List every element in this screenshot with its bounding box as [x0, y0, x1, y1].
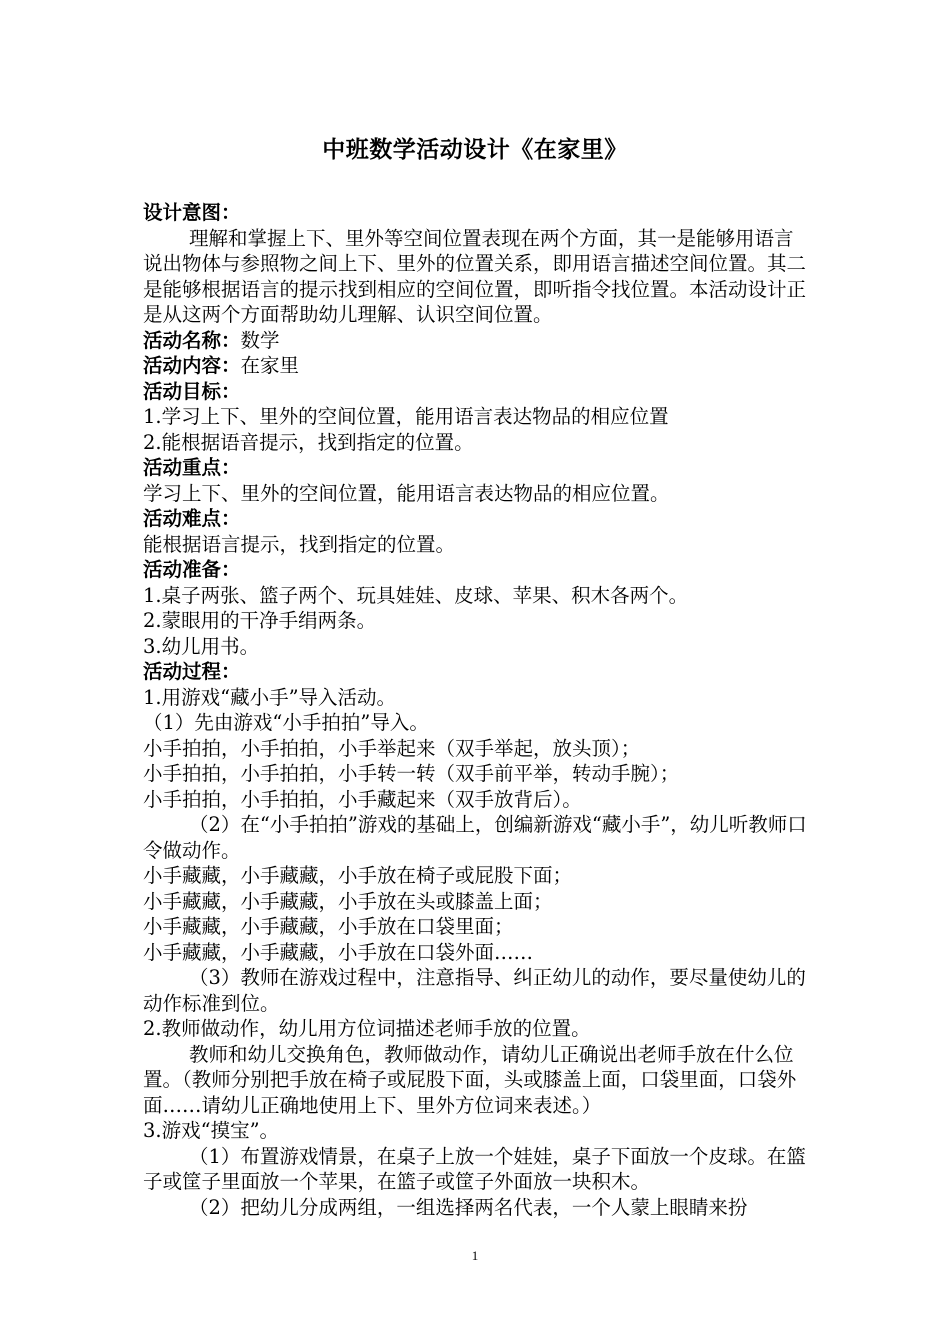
goal-item: 2.能根据语音提示，找到指定的位置。 [143, 430, 474, 454]
difficulty-heading: 活动难点： [143, 507, 241, 530]
chant-line: 小手藏藏，小手藏藏，小手放在椅子或屁股下面； [143, 864, 573, 887]
key-point-text: 学习上下、里外的空间位置，能用语言表达物品的相应位置。 [143, 481, 670, 505]
process-step-2-text: 教师和幼儿交换角色，教师做动作，请幼儿正确说出老师手放在什么位置。（教师分别把手放在椅子或屁股下面，头或膝盖上面，口袋里面，口袋外面……请幼儿正确地使用上下、里外方位词来表述。） [143, 1042, 797, 1117]
process-step-1-2: （2）在“小手拍拍”游戏的基础上，创编新游戏“藏小手”，幼儿听教师口令做动作。 [143, 813, 807, 862]
design-intent-heading: 设计意图： [143, 201, 241, 224]
process-step-3-2: （2）把幼儿分成两组，一组选择两名代表，一个人蒙上眼睛来扮 [189, 1195, 748, 1219]
design-intent-paragraph: 理解和掌握上下、里外等空间位置表现在两个方面，其一是能够用语言说出物体与参照物之间上下、里外的位置关系，即用语言描述空间位置。其二是能够根据语言的提示找到相应的空间位置，即听指令找位置。本活动设计正是从这两个方面帮助幼儿理解、认识空间位置。 [143, 226, 807, 326]
chant-line: 小手藏藏，小手藏藏，小手放在头或膝盖上面； [143, 889, 553, 913]
process-step-3: 3.游戏“摸宝”。 [143, 1119, 280, 1142]
chant-line: 小手藏藏，小手藏藏，小手放在口袋里面； [143, 915, 514, 938]
key-point-heading: 活动重点： [143, 456, 241, 479]
preparation-heading: 活动准备： [143, 558, 241, 581]
chant-line: 小手拍拍，小手拍拍，小手举起来（双手举起，放头顶）； [143, 736, 641, 760]
preparation-item: 2.蒙眼用的干净手绢两条。 [143, 609, 377, 632]
chant-line: 小手拍拍，小手拍拍，小手转一转（双手前平举，转动手腕）； [143, 762, 680, 785]
process-step-1-3: （3）教师在游戏过程中，注意指导、纠正幼儿的动作，要尽量使幼儿的动作标准到位。 [143, 966, 806, 1015]
process-step-2: 2.教师做动作，幼儿用方位词描述老师手放的位置。 [143, 1017, 591, 1040]
page-number: 1 [471, 1248, 479, 1263]
activity-name-line: 活动名称：数学 [143, 328, 280, 352]
process-step-3-1: （1）布置游戏情景，在桌子上放一个娃娃，桌子下面放一个皮球。在篮子或筐子里面放一个苹果，在篮子或筐子外面放一块积木。 [143, 1144, 806, 1193]
preparation-item: 1.桌子两张、篮子两个、玩具娃娃、皮球、苹果、积木各两个。 [143, 583, 689, 607]
process-step-1-1: （1）先由游戏“小手拍拍”导入。 [143, 711, 429, 734]
page-title: 中班数学活动设计《在家里》 [322, 136, 628, 163]
process-heading: 活动过程： [143, 660, 241, 683]
document-body [143, 200, 808, 1220]
chant-line: 小手藏藏，小手藏藏，小手放在口袋外面…… [143, 940, 534, 964]
goals-heading: 活动目标： [143, 379, 241, 403]
difficulty-text: 能根据语言提示，找到指定的位置。 [143, 532, 456, 556]
preparation-item: 3.幼儿用书。 [143, 634, 260, 658]
activity-content-line: 活动内容：在家里 [143, 354, 300, 377]
goal-item: 1.学习上下、里外的空间位置，能用语言表达物品的相应位置 [143, 405, 669, 428]
process-step-1: 1.用游戏“藏小手”导入活动。 [143, 685, 397, 709]
chant-line: 小手拍拍，小手拍拍，小手藏起来（双手放背后）。 [143, 787, 582, 811]
